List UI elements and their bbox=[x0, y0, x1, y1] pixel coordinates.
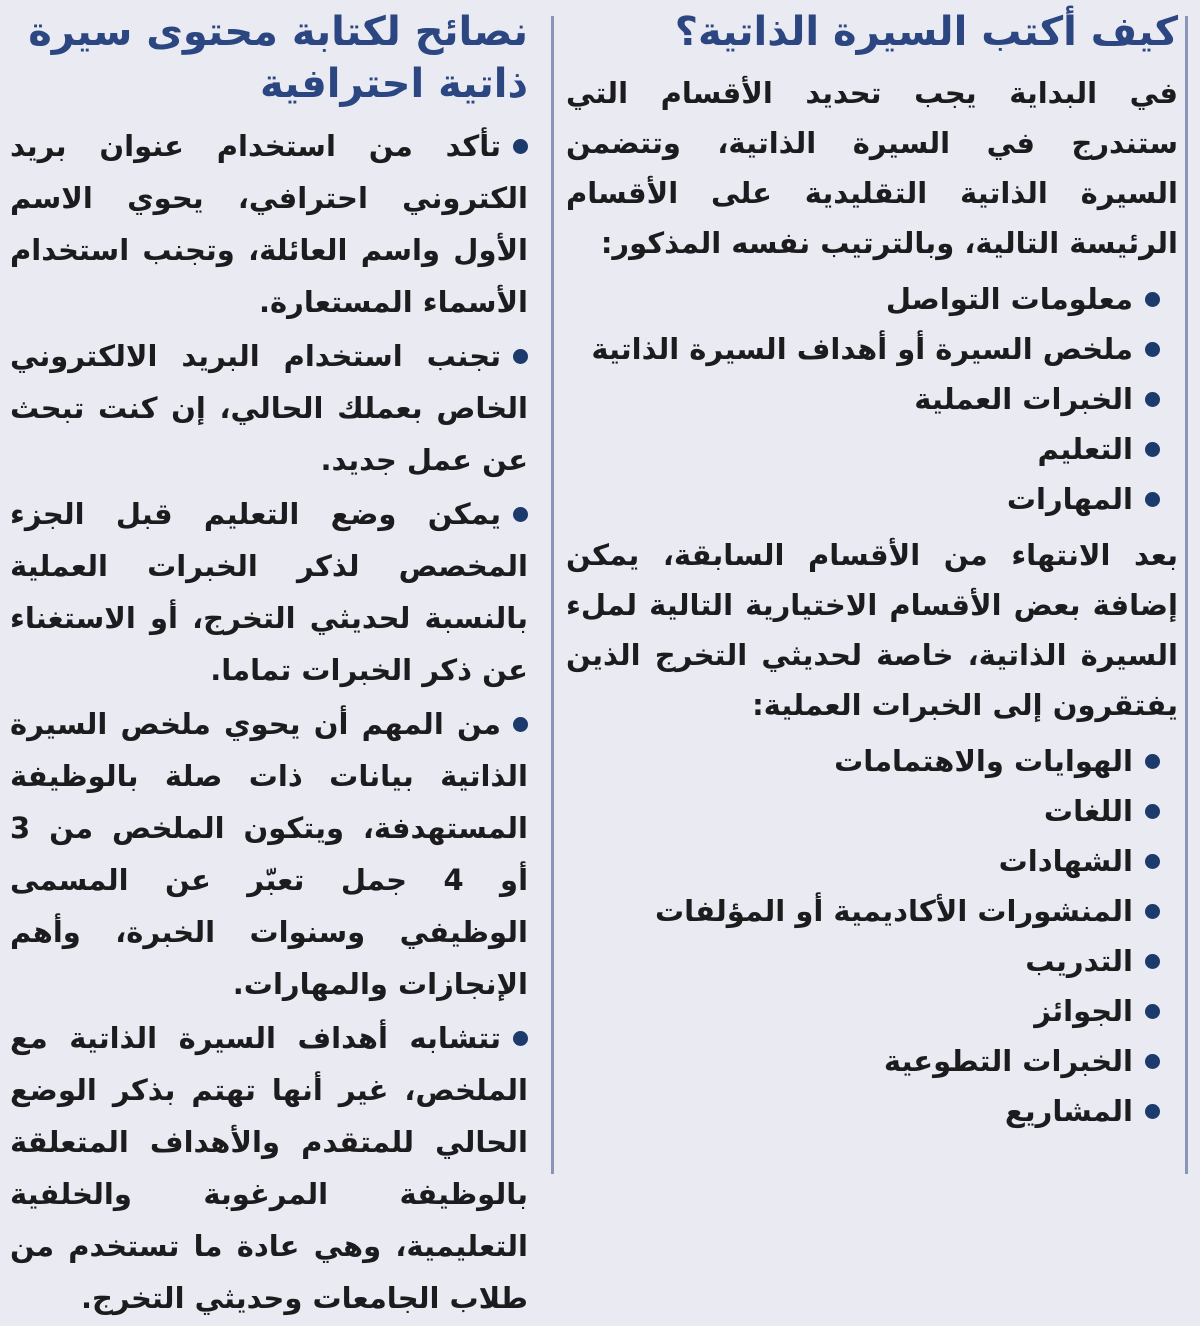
tip-item bbox=[10, 698, 528, 1010]
list-item-label: معلومات التواصل bbox=[885, 282, 1133, 316]
list-item-label: التدريب bbox=[1025, 944, 1133, 978]
column-divider-rule bbox=[551, 16, 554, 1174]
list-item-label: اللغات bbox=[1043, 794, 1133, 828]
tip-item-text: يمكن وضع التعليم قبل الجزء المخصص لذكر الخبرات العملية بالنسبة لحديثي التخرج، أو الاستغناء عن ذكر الخبرات تماما. bbox=[10, 497, 528, 687]
bullet-icon bbox=[1145, 854, 1160, 869]
bullet-icon bbox=[513, 139, 528, 154]
list-item-label: التعليم bbox=[1037, 432, 1133, 466]
bullet-icon bbox=[513, 507, 528, 522]
bullet-icon bbox=[513, 349, 528, 364]
bullet-icon bbox=[1145, 1054, 1160, 1069]
list-item-label: الخبرات العملية bbox=[914, 382, 1133, 416]
list-item-label: الخبرات التطوعية bbox=[883, 1044, 1133, 1078]
list-item-label: المنشورات الأكاديمية أو المؤلفات bbox=[654, 894, 1133, 928]
list-item-label: الهوايات والاهتمامات bbox=[834, 744, 1133, 778]
list-item-label: ملخص السيرة أو أهداف السيرة الذاتية bbox=[591, 332, 1133, 366]
optional-sections-list bbox=[566, 736, 1178, 1136]
list-item-label: المشاريع bbox=[1004, 1094, 1133, 1128]
bullet-icon bbox=[1145, 1004, 1160, 1019]
main-sections-list bbox=[566, 274, 1178, 524]
list-item bbox=[566, 324, 1160, 374]
list-item bbox=[566, 736, 1160, 786]
tip-item-text: تتشابه أهداف السيرة الذاتية مع الملخص، غير أنها تهتم بذكر الوضع الحالي للمتقدم والأهداف المتعلقة بالوظيفة المرغوبة والخلفية التعليمية، وهي عادة ما تستخدم من طلاب الجامعات وحديثي التخرج. bbox=[10, 1021, 528, 1315]
list-item bbox=[566, 936, 1160, 986]
right-edge-rule bbox=[1185, 16, 1188, 1174]
tip-item-text: تجنب استخدام البريد الالكتروني الخاص بعملك الحالي، إن كنت تبحث عن عمل جديد. bbox=[10, 339, 528, 477]
bullet-icon bbox=[1145, 804, 1160, 819]
list-item-label: الجوائز bbox=[1034, 994, 1133, 1028]
tip-item bbox=[10, 488, 528, 696]
list-item bbox=[566, 986, 1160, 1036]
bullet-icon bbox=[1145, 442, 1160, 457]
tip-item bbox=[10, 330, 528, 486]
bullet-icon bbox=[1145, 342, 1160, 357]
bullet-icon bbox=[1145, 954, 1160, 969]
bullet-icon bbox=[1145, 904, 1160, 919]
tip-item bbox=[10, 1012, 528, 1324]
left-column-heading: نصائح لكتابة محتوى سيرة ذاتية احترافية bbox=[28, 9, 528, 107]
list-item-label: المهارات bbox=[1006, 482, 1133, 516]
how-to-write-cv-column bbox=[566, 6, 1178, 1142]
tip-item-text: من المهم أن يحوي ملخص السيرة الذاتية بيانات ذات صلة بالوظيفة المستهدفة، ويتكون الملخص من 3 أو 4 جمل تعبّر عن المسمى الوظيفي وسنوات الخبرة، وأهم الإنجازات والمهارات. bbox=[10, 707, 529, 1001]
cv-writing-tips-column bbox=[10, 6, 528, 1326]
list-item bbox=[566, 424, 1160, 474]
bullet-icon bbox=[1145, 392, 1160, 407]
bullet-icon bbox=[1145, 292, 1160, 307]
list-item-label: الشهادات bbox=[998, 844, 1133, 878]
list-item bbox=[566, 786, 1160, 836]
right-column-intro: في البداية يجب تحديد الأقسام التي ستندرج في السيرة الذاتية، وتتضمن السيرة الذاتية التقليدية على الأقسام الرئيسة التالية، وبالترتيب نفسه المذكور: bbox=[566, 76, 1178, 260]
list-item bbox=[566, 474, 1160, 524]
bullet-icon bbox=[1145, 1104, 1160, 1119]
tip-item-text: تأكد من استخدام عنوان بريد الكتروني احترافي، يحوي الاسم الأول واسم العائلة، وتجنب استخدام الأسماء المستعارة. bbox=[10, 129, 528, 319]
bullet-icon bbox=[513, 717, 528, 732]
list-item bbox=[566, 274, 1160, 324]
bullet-icon bbox=[1145, 492, 1160, 507]
optional-sections-intro: بعد الانتهاء من الأقسام السابقة، يمكن إضافة بعض الأقسام الاختيارية التالية لملء السيرة الذاتية، خاصة لحديثي التخرج الذين يفتقرون إلى الخبرات العملية: bbox=[566, 538, 1178, 722]
tips-list bbox=[10, 120, 528, 1324]
list-item bbox=[566, 1036, 1160, 1086]
bullet-icon bbox=[1145, 754, 1160, 769]
right-column-heading: كيف أكتب السيرة الذاتية؟ bbox=[674, 9, 1178, 55]
list-item bbox=[566, 886, 1160, 936]
tip-item bbox=[10, 120, 528, 328]
list-item bbox=[566, 374, 1160, 424]
bullet-icon bbox=[513, 1031, 528, 1046]
list-item bbox=[566, 836, 1160, 886]
list-item bbox=[566, 1086, 1160, 1136]
